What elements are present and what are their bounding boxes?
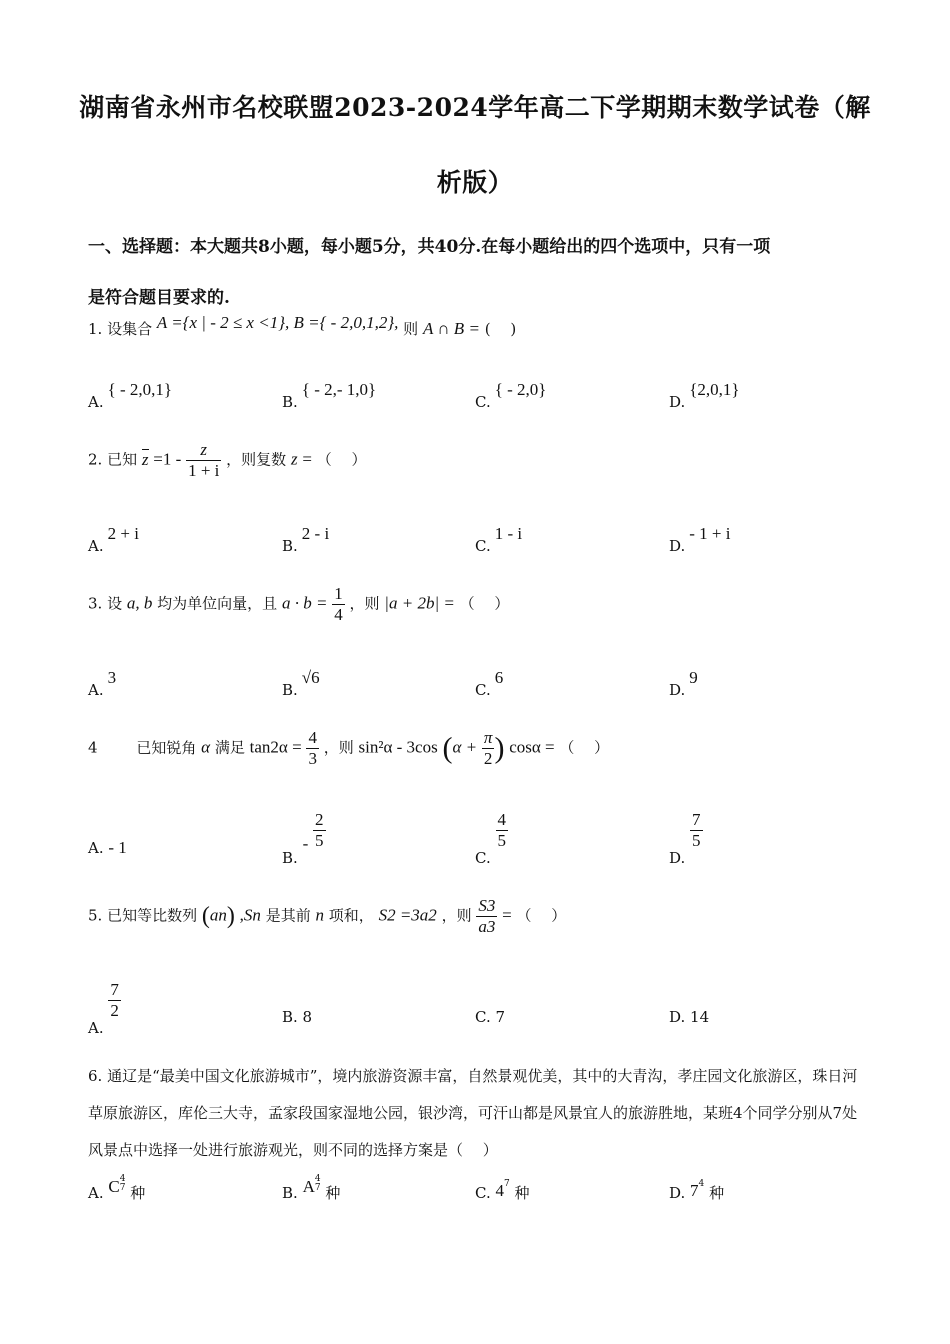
q4-option-a[interactable] — [88, 838, 127, 858]
q4-option-c[interactable] — [475, 810, 508, 867]
q3-denominator: 4 — [334, 605, 343, 624]
q2-numerator: z — [186, 440, 221, 461]
q5-answer-paren: （ ） — [516, 906, 567, 925]
option-fraction — [108, 980, 121, 1021]
option-value: - 1 + i — [689, 524, 731, 543]
section-heading-line-2: 是符合题目要求的. — [88, 288, 230, 308]
option-label: D. — [669, 681, 686, 699]
option-label: B. — [282, 393, 298, 411]
q4-tan: tan2α = — [249, 737, 302, 757]
option-suffix: 种 — [130, 1184, 146, 1202]
option-value: √6 — [301, 668, 320, 687]
q1-mid: 则 — [403, 320, 419, 338]
q1-option-c[interactable] — [475, 380, 547, 412]
option-label: A. — [88, 839, 104, 857]
title-line-2: 析版） — [436, 168, 514, 197]
question-3 — [88, 584, 878, 625]
option-sup: 4 — [314, 1174, 321, 1184]
section-heading-line-1: 一、选择题：本大题共8小题，每小题5分，共40分.在每小题给出的四个选项中，只有一项 — [88, 237, 771, 257]
q5-numerator: S3 — [478, 896, 496, 915]
option-sign: - — [302, 833, 309, 853]
question-6-text: 6. 通辽是“最美中国文化旅游城市”，境内旅游资源丰富，自然景观优美，其中的大青沟，孝庄园文化旅游区，珠日河草原旅游区，库伦三大寺，孟家段国家湿地公园，银沙湾，可汗山都是风景宜人的旅游胜地，某班4个同学分别从7处风景点中选择一处进行旅游观光，则不同的选择方案是（ ） — [88, 1067, 858, 1159]
option-value: A — [302, 1177, 315, 1196]
q2-denominator: 1 + i — [188, 461, 220, 480]
q2-option-d[interactable] — [669, 524, 731, 556]
q2-option-b[interactable] — [282, 524, 330, 556]
q2-equals: =1 - — [153, 449, 182, 469]
q5-n: n — [315, 905, 324, 925]
option-denominator: 5 — [315, 831, 324, 850]
option-value: 4 — [495, 1181, 504, 1200]
q4-number: 4 — [88, 738, 98, 757]
question-1 — [88, 313, 878, 339]
q3-mid: 均为单位向量，且 — [157, 594, 278, 613]
q3-option-d[interactable] — [669, 668, 698, 700]
q2-option-a[interactable] — [88, 524, 139, 556]
q2-option-c[interactable] — [475, 524, 523, 556]
option-denominator: 5 — [692, 831, 701, 850]
option-label: A. — [88, 537, 104, 555]
q3-answer-paren: （ ） — [459, 594, 510, 613]
option-label: B. — [282, 537, 298, 555]
q4-expr2: cosα = — [509, 737, 555, 757]
question-5: 5. 已知等比数列 (an) ,Sn 是其前 n 项和， S2 =3a2 ，则 $\frac{S3}{a3}$ = （ ） — [88, 896, 567, 936]
q3-abs-expression: |a + 2b| = — [384, 593, 455, 613]
q3-prefix: 3. 设 — [88, 594, 123, 613]
q1-intersection: A ∩ B = — [422, 319, 480, 338]
option-value: { - 2,0} — [494, 380, 547, 399]
title-line-1: 湖南省永州市名校联盟2023-2024学年高二下学期期末数学试卷（解 — [79, 93, 871, 122]
q6-option-a[interactable] — [88, 1174, 146, 1203]
option-value: 7 — [690, 1181, 699, 1200]
q3-mid2: ，则 — [349, 594, 380, 613]
option-label: D. — [669, 1184, 686, 1202]
q5-option-d[interactable]: D. 14 — [669, 1008, 710, 1026]
q5-right-brace: ) — [226, 903, 235, 929]
q5-denominator: a3 — [478, 917, 496, 936]
q4-text1: 已知锐角 — [136, 738, 197, 757]
q5-sn: Sn — [243, 905, 261, 925]
q5-left-brace: ( — [201, 903, 210, 929]
q5-option-a[interactable] — [88, 980, 121, 1037]
option-denominator: 5 — [497, 831, 506, 850]
q1-option-b[interactable] — [282, 380, 377, 412]
option-label: B. — [282, 681, 298, 699]
option-label: C. — [475, 681, 491, 699]
option-label: C. — [475, 393, 491, 411]
option-value: 9 — [689, 668, 698, 687]
option-value: 6 — [494, 668, 504, 687]
option-value: C — [108, 1177, 120, 1196]
option-sup: 7 — [504, 1179, 510, 1189]
q5-mid2: 项和， — [328, 906, 374, 925]
option-suffix: 种 — [325, 1184, 341, 1202]
option-label: C. — [475, 537, 491, 555]
option-label: D. — [669, 848, 686, 867]
option-label: A. — [88, 681, 104, 699]
option-suffix: 种 — [514, 1184, 530, 1202]
q4-right-paren: ) — [494, 731, 505, 765]
q4-left-paren: ( — [442, 731, 453, 765]
option-label: C. — [475, 1184, 491, 1202]
option-numerator: 4 — [497, 810, 506, 829]
q3-dot-product: a · b = — [281, 593, 328, 613]
q5-equals: = — [502, 905, 512, 925]
option-label: A. — [88, 1018, 104, 1037]
q2-z: z — [290, 449, 298, 469]
q4-tan-denominator: 3 — [308, 749, 317, 768]
q4-inner: α + — [452, 737, 478, 757]
q2-z-conjugate: z — [141, 449, 149, 469]
option-value: 2 + i — [107, 524, 139, 543]
option-label: B. — [282, 1184, 298, 1202]
q4-text2: 满足 — [214, 738, 245, 757]
q1-option-a[interactable] — [88, 380, 173, 412]
q5-mid: 是其前 — [265, 906, 311, 925]
option-sub: 7 — [119, 1183, 126, 1193]
q2-answer-paren: （ ） — [316, 450, 367, 469]
q6-option-d[interactable] — [669, 1179, 725, 1203]
q1-answer-paren: ( ) — [484, 320, 517, 338]
question-4 — [88, 728, 878, 769]
option-label: C. — [475, 848, 491, 867]
option-sup: 4 — [119, 1174, 126, 1184]
q4-pi-numerator: π — [483, 728, 493, 747]
option-sup: 4 — [698, 1179, 705, 1189]
option-value: - 1 — [108, 838, 127, 857]
option-label: A. — [88, 393, 104, 411]
option-numerator: 7 — [110, 980, 119, 999]
q3-option-b[interactable] — [282, 668, 320, 700]
q2-prefix: 2. 已知 — [88, 450, 138, 469]
option-label: D. — [669, 537, 686, 555]
option-suffix: 种 — [709, 1184, 725, 1202]
option-numerator: 2 — [315, 810, 324, 829]
q4-option-b[interactable] — [282, 810, 326, 867]
q3-option-c[interactable] — [475, 668, 504, 700]
q4-expr1: sin²α - 3cos — [358, 737, 438, 757]
option-fraction — [496, 810, 509, 851]
option-value: 2 - i — [301, 524, 330, 543]
q6-option-b[interactable] — [282, 1174, 341, 1203]
option-value: 1 - i — [494, 524, 523, 543]
q5-prefix: 5. 已知等比数列 — [88, 906, 198, 925]
q5-fraction — [476, 896, 497, 937]
q5-condition: S2 =3a2 — [378, 905, 437, 925]
q3-option-a[interactable] — [88, 668, 117, 700]
question-2 — [88, 440, 878, 481]
q1-prefix: 1. 设集合 — [88, 320, 153, 338]
q1-set-expression: A ={x | - 2 ≤ x <1}, B ={ - 2,0,1,2}, — [156, 313, 399, 332]
option-value: {2,0,1} — [689, 380, 740, 399]
q1-option-d[interactable] — [669, 380, 740, 412]
option-value: { - 2,- 1,0} — [301, 380, 377, 399]
option-label: D. — [669, 393, 686, 411]
q5-option-c[interactable]: C. 7 — [475, 1008, 506, 1026]
option-fraction — [690, 810, 703, 851]
option-value: 3 — [107, 668, 117, 687]
q2-equals-2: = — [302, 449, 312, 469]
q3-vars: a, b — [126, 593, 153, 613]
q5-option-b[interactable]: B. 8 — [282, 1008, 313, 1026]
q3-fraction — [332, 584, 345, 625]
q4-tan-fraction — [306, 728, 319, 769]
option-sub: 7 — [314, 1183, 321, 1193]
q4-tan-numerator: 4 — [308, 728, 317, 747]
option-label: B. — [282, 848, 298, 867]
q4-alpha: α — [201, 737, 211, 757]
q4-option-d[interactable] — [669, 810, 703, 867]
option-denominator: 2 — [110, 1001, 119, 1020]
q4-text3: ，则 — [323, 738, 354, 757]
option-numerator: 7 — [692, 810, 701, 829]
q4-answer-paren: （ ） — [559, 738, 610, 757]
q2-mid: ，则复数 — [226, 450, 287, 469]
q2-fraction — [186, 440, 221, 481]
q3-numerator: 1 — [334, 584, 343, 603]
q5-sequence: an — [209, 905, 227, 925]
q4-pi-fraction — [482, 728, 495, 769]
option-value: { - 2,0,1} — [107, 380, 173, 399]
option-fraction — [313, 810, 326, 851]
option-label: A. — [88, 1184, 104, 1202]
q6-option-c[interactable] — [475, 1179, 530, 1203]
q5-mid3: ，则 — [441, 906, 472, 925]
q4-pi-denominator: 2 — [483, 749, 493, 768]
